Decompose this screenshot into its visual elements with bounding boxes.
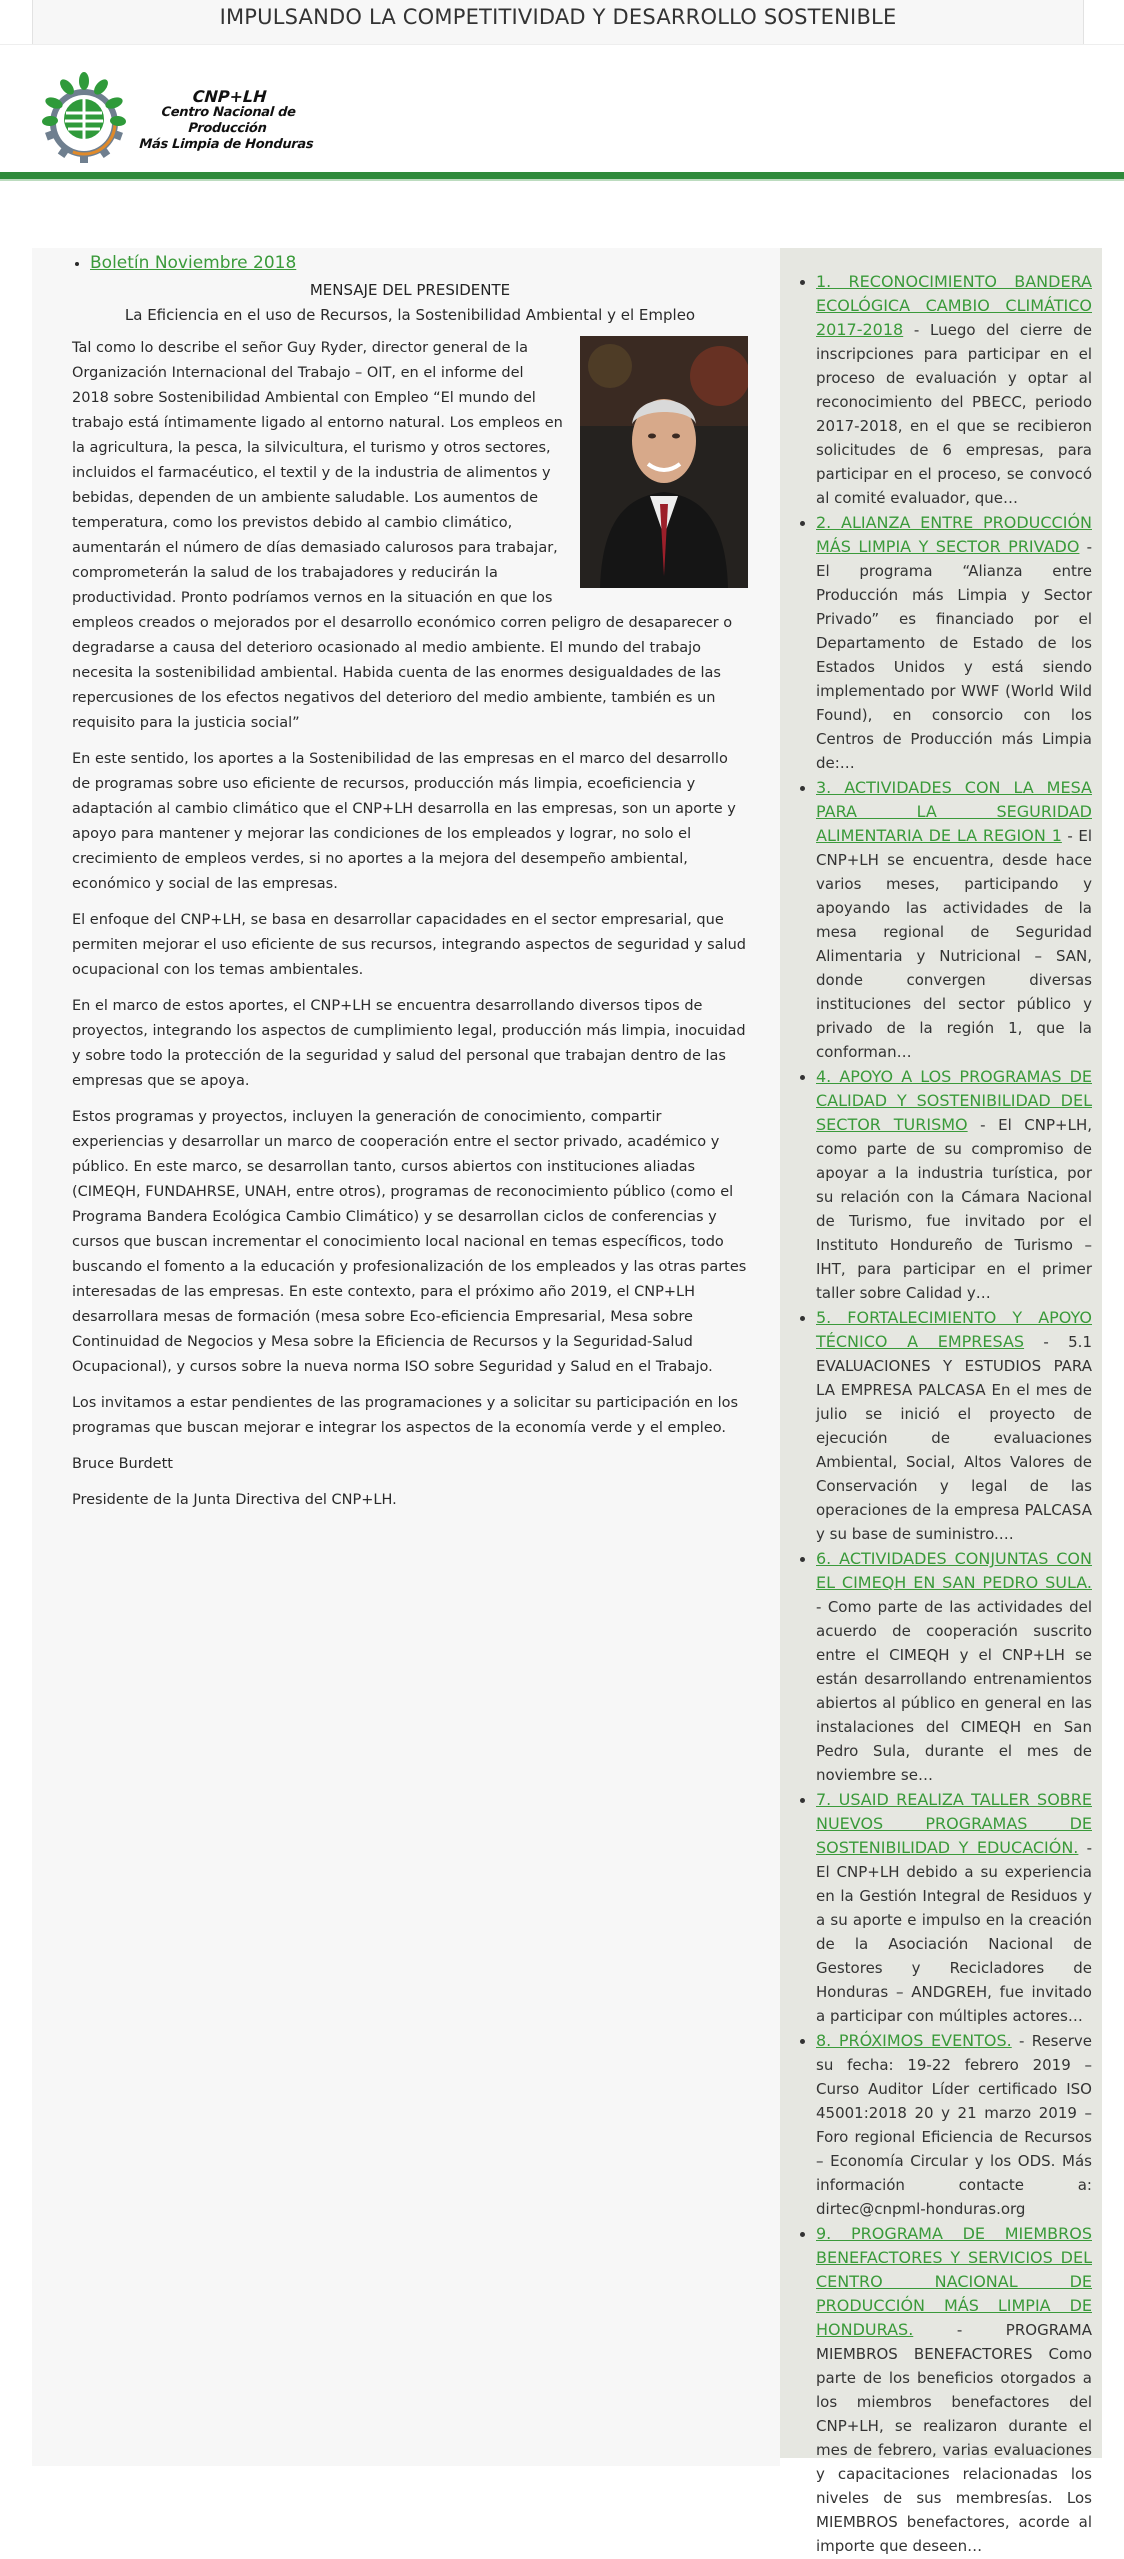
bulletin-link[interactable]: Boletín Noviembre 2018 [90, 253, 297, 273]
paragraph: Estos programas y proyectos, incluyen la generación de conocimiento, compartir experiencias y desarrollar un marco de cooperación entre el sector privado, académico y público. En este marco, se desarrollan tanto, cursos abiertos con instituciones aliadas (CIMEQH, FUNDAHRSE, UNAH, entre otros), programas de reconocimiento público (como el Programa Bandera Ecológica Cambio Climático) y se desarrollan ciclos de conferencias y cursos que buscan incrementar el conocimiento local nacional en temas específicos, todo buscando el fomento a la educación y profesionalización de los empleados y las otras partes interesadas de las empresas. En este contexto, para el próximo año 2019, el CNP+LH desarrollara mesas de formación (mesa sobre Eco-eficiencia Empresarial, Mesa sobre Continuidad de Negocios y Mesa sobre la Eficiencia de Recursos y la Seguridad-Salud Ocupacional), y cursos sobre la nueva norma ISO sobre Seguridad y Salud en el Trabajo. [72, 1109, 747, 1375]
sidebar-item [816, 2029, 1092, 2221]
cnplh-logo-icon[interactable] [34, 65, 134, 165]
sidebar-item-link[interactable]: 8. PRÓXIMOS EVENTOS. [816, 2031, 1012, 2050]
main-content [32, 248, 780, 2466]
logo-line-1: CNP+LH [192, 87, 268, 106]
top-banner [32, 0, 1084, 45]
sidebar-item-link[interactable]: 1. RECONOCIMIENTO BANDERA ECOLÓGICA CAMBIO CLIMÁTICO 2017-2018 [816, 272, 1092, 339]
sidebar-item-link[interactable]: 7. USAID REALIZA TALLER SOBRE NUEVOS PROGRAMAS DE SOSTENIBILIDAD Y EDUCACIÓN. [816, 1790, 1092, 1857]
article [72, 248, 748, 1524]
sidebar-item-text: - El CNP+LH, como parte de su compromiso de apoyar a la industria turística, por su relación con la Cámara Nacional de Turismo, fue invitado por el Instituto Hondureño de Turismo –IHT, para participar en el primer taller sobre Calidad y… [816, 1116, 1092, 1302]
sidebar-item [816, 511, 1092, 775]
sidebar-item [816, 1306, 1092, 1546]
site-header [0, 44, 1124, 175]
sidebar-item [816, 776, 1092, 1064]
sidebar-item-text: - PROGRAMA MIEMBROS BENEFACTORES Como parte de los beneficios otorgados a los miembros benefactores del CNP+LH, se realizaron durante el mes de febrero, varias evaluaciones y capacitaciones relacionadas los niveles de sus membresías. Los MIEMBROS benefactores, acorde al importe que deseen… [816, 2321, 1092, 2555]
portrait-image [580, 336, 748, 588]
list-item [90, 248, 748, 278]
sidebar-item-link[interactable]: 4. APOYO A LOS PROGRAMAS DE CALIDAD Y SOSTENIBILIDAD DEL SECTOR TURISMO [816, 1067, 1092, 1134]
signature-name: Bruce Burdett [72, 1456, 173, 1472]
sidebar-item-link[interactable]: 9. PROGRAMA DE MIEMBROS BENEFACTORES Y SERVICIOS DEL CENTRO NACIONAL DE PRODUCCIÓN MÁS LIMPIA DE HONDURAS. [816, 2224, 1092, 2339]
sidebar-item-text: - Luego del cierre de inscripciones para participar en el proceso de evaluación y optar al reconocimiento del PBECC, periodo 2017-2018, en el que se recibieron solicitudes de 6 empresas, para participar en el proceso, se convocó al comité evaluador, que… [816, 321, 1092, 507]
logo-line-3: Más Limpia de Honduras [138, 137, 314, 152]
top-banner-text: IMPULSANDO LA COMPETITIVIDAD Y DESARROLLO SOSTENIBLE [219, 5, 897, 29]
sidebar-item [816, 2222, 1092, 2558]
sidebar-item-text: - 5.1 EVALUACIONES Y ESTUDIOS PARA LA EMPRESA PALCASA En el mes de julio se inició el proyecto de ejecución de evaluaciones Ambiental, Social, Altos Valores de Conservación y legal de las operaciones de la empresa PALCASA y su base de suministro.… [816, 1333, 1092, 1543]
sidebar-item-link[interactable]: 6. ACTIVIDADES CONJUNTAS CON EL CIMEQH EN SAN PEDRO SULA. [816, 1549, 1092, 1592]
sidebar-item-link[interactable]: 3. ACTIVIDADES CON LA MESA PARA LA SEGURIDAD ALIMENTARIA DE LA REGION 1 [816, 778, 1092, 845]
header-divider [0, 172, 1124, 179]
sidebar-item-link[interactable]: 5. FORTALECIMIENTO Y APOYO TÉCNICO A EMPRESAS [816, 1308, 1092, 1351]
header-divider-light [0, 179, 1124, 181]
president-photo [580, 336, 748, 588]
paragraph: En el marco de estos aportes, el CNP+LH se encuentra desarrollando diversos tipos de proyectos, integrando los aspectos de cumplimiento legal, producción más limpia, inocuidad y sobre todo la protección de la seguridad y salud del personal que trabajan dentro de las empresas que se apoya. [72, 998, 746, 1089]
sidebar-item-text: - El programa “Alianza entre Producción más Limpia y Sector Privado” es financiado por el Departamento de Estado de los Estados Unidos y está siendo implementado por WWF (World Wild Found), en consorcio con los Centros de Producción más Limpia de:… [816, 538, 1092, 772]
sidebar-item [816, 1788, 1092, 2028]
bulletin-list [72, 248, 748, 278]
logo-line-2: Centro Nacional de Producción [160, 105, 297, 136]
paragraph: Los invitamos a estar pendientes de las programaciones y a solicitar su participación en los programas que buscan mejorar e integrar los aspectos de la economía verde y el empleo. [72, 1395, 739, 1436]
sidebar-list-wrap [794, 270, 1092, 2559]
sidebar-item-text: - El CNP+LH debido a su experiencia en la Gestión Integral de Residuos y a su aporte e impulso en la creación de la Asociación Nacional de Gestores y Recicladores de Honduras – ANDGREH, fue invitado a participar con múltiples actores… [816, 1839, 1092, 2025]
sidebar-item-text: - El CNP+LH se encuentra, desde hace varios meses, participando y apoyando las actividades de la mesa regional de Seguridad Alimentaria y Nutricional – SAN, donde convergen diversas instituciones del sector público y privado de la región 1, que la conforman… [816, 827, 1092, 1061]
signature-title: Presidente de la Junta Directiva del CNP+LH. [72, 1492, 397, 1508]
sidebar-item [816, 1547, 1092, 1787]
logo-text [126, 89, 330, 153]
sidebar [780, 248, 1102, 2555]
sidebar-item [816, 1065, 1092, 1305]
sidebar-item-link[interactable]: 2. ALIANZA ENTRE PRODUCCIÓN MÁS LIMPIA Y SECTOR PRIVADO [816, 513, 1092, 556]
sidebar-item-text: - Reserve su fecha: 19-22 febrero 2019 – Curso Auditor Líder certificado ISO 45001:2018 20 y 21 marzo 2019 – Foro regional Eficiencia de Recursos – Economía Circular y los ODS. Más información contacte a: dirtec@cnpml-honduras.org [816, 2032, 1092, 2218]
article-subheading: La Eficiencia en el uso de Recursos, la Sostenibilidad Ambiental y el Empleo [124, 306, 696, 324]
article-heading: MENSAJE DEL PRESIDENTE [309, 281, 511, 299]
sidebar-item [816, 270, 1092, 510]
paragraph: Tal como lo describe el señor Guy Ryder, director general de la Organización Internacional del Trabajo – OIT, en el informe del 2018 sobre Sostenibilidad Ambiental con Empleo “El mundo del trabajo está íntimamente ligado al entorno natural. Los empleos en la agricultura, la pesca, la silvicultura, el turismo y otros sectores, incluidos el farmacéutico, el textil y de la industria de alimentos y bebidas, dependen de un ambiente saludable. Los aumentos de temperatura, como los previstos debido al cambio climático, aumentarán el número de días demasiado calurosos para trabajar, comprometerán la salud de los trabajadores y reducirán la productividad. Pronto podríamos vernos en la situación en que los empleos creados o mejorados por el desarrollo económico corren peligro de desaparecer o degradarse a causa del deterioro ocasionado al medio ambiente. El mundo del trabajo necesita la sostenibilidad ambiental. Habida cuenta de las enormes desigualdades de las repercusiones de los efectos negativos del deterioro del medio ambiente, también es un requisito para la justicia social” [72, 340, 733, 731]
paragraph: El enfoque del CNP+LH, se basa en desarrollar capacidades en el sector empresarial, que permiten mejorar el uso eficiente de sus recursos, integrando aspectos de seguridad y salud ocupacional con los temas ambientales. [72, 912, 747, 978]
sidebar-list [794, 270, 1092, 2558]
sidebar-item-text: - Como parte de las actividades del acuerdo de cooperación suscrito entre el CIMEQH y el CNP+LH se están desarrollando entrenamientos abiertos al público en general en las instalaciones del CIMEQH en San Pedro Sula, durante el mes de noviembre se… [816, 1598, 1092, 1784]
paragraph: En este sentido, los aportes a la Sostenibilidad de las empresas en el marco del desarrollo de programas sobre uso eficiente de recursos, producción más limpia, ecoeficiencia y adaptación al cambio climático que el CNP+LH desarrolla en las empresas, son un aporte y apoyo para mantener y mejorar las condiciones de los empleados y lograr, no solo el crecimiento de empleos verdes, si no aportes a la mejora del desempeño ambiental, económico y social de las empresas. [72, 751, 736, 892]
